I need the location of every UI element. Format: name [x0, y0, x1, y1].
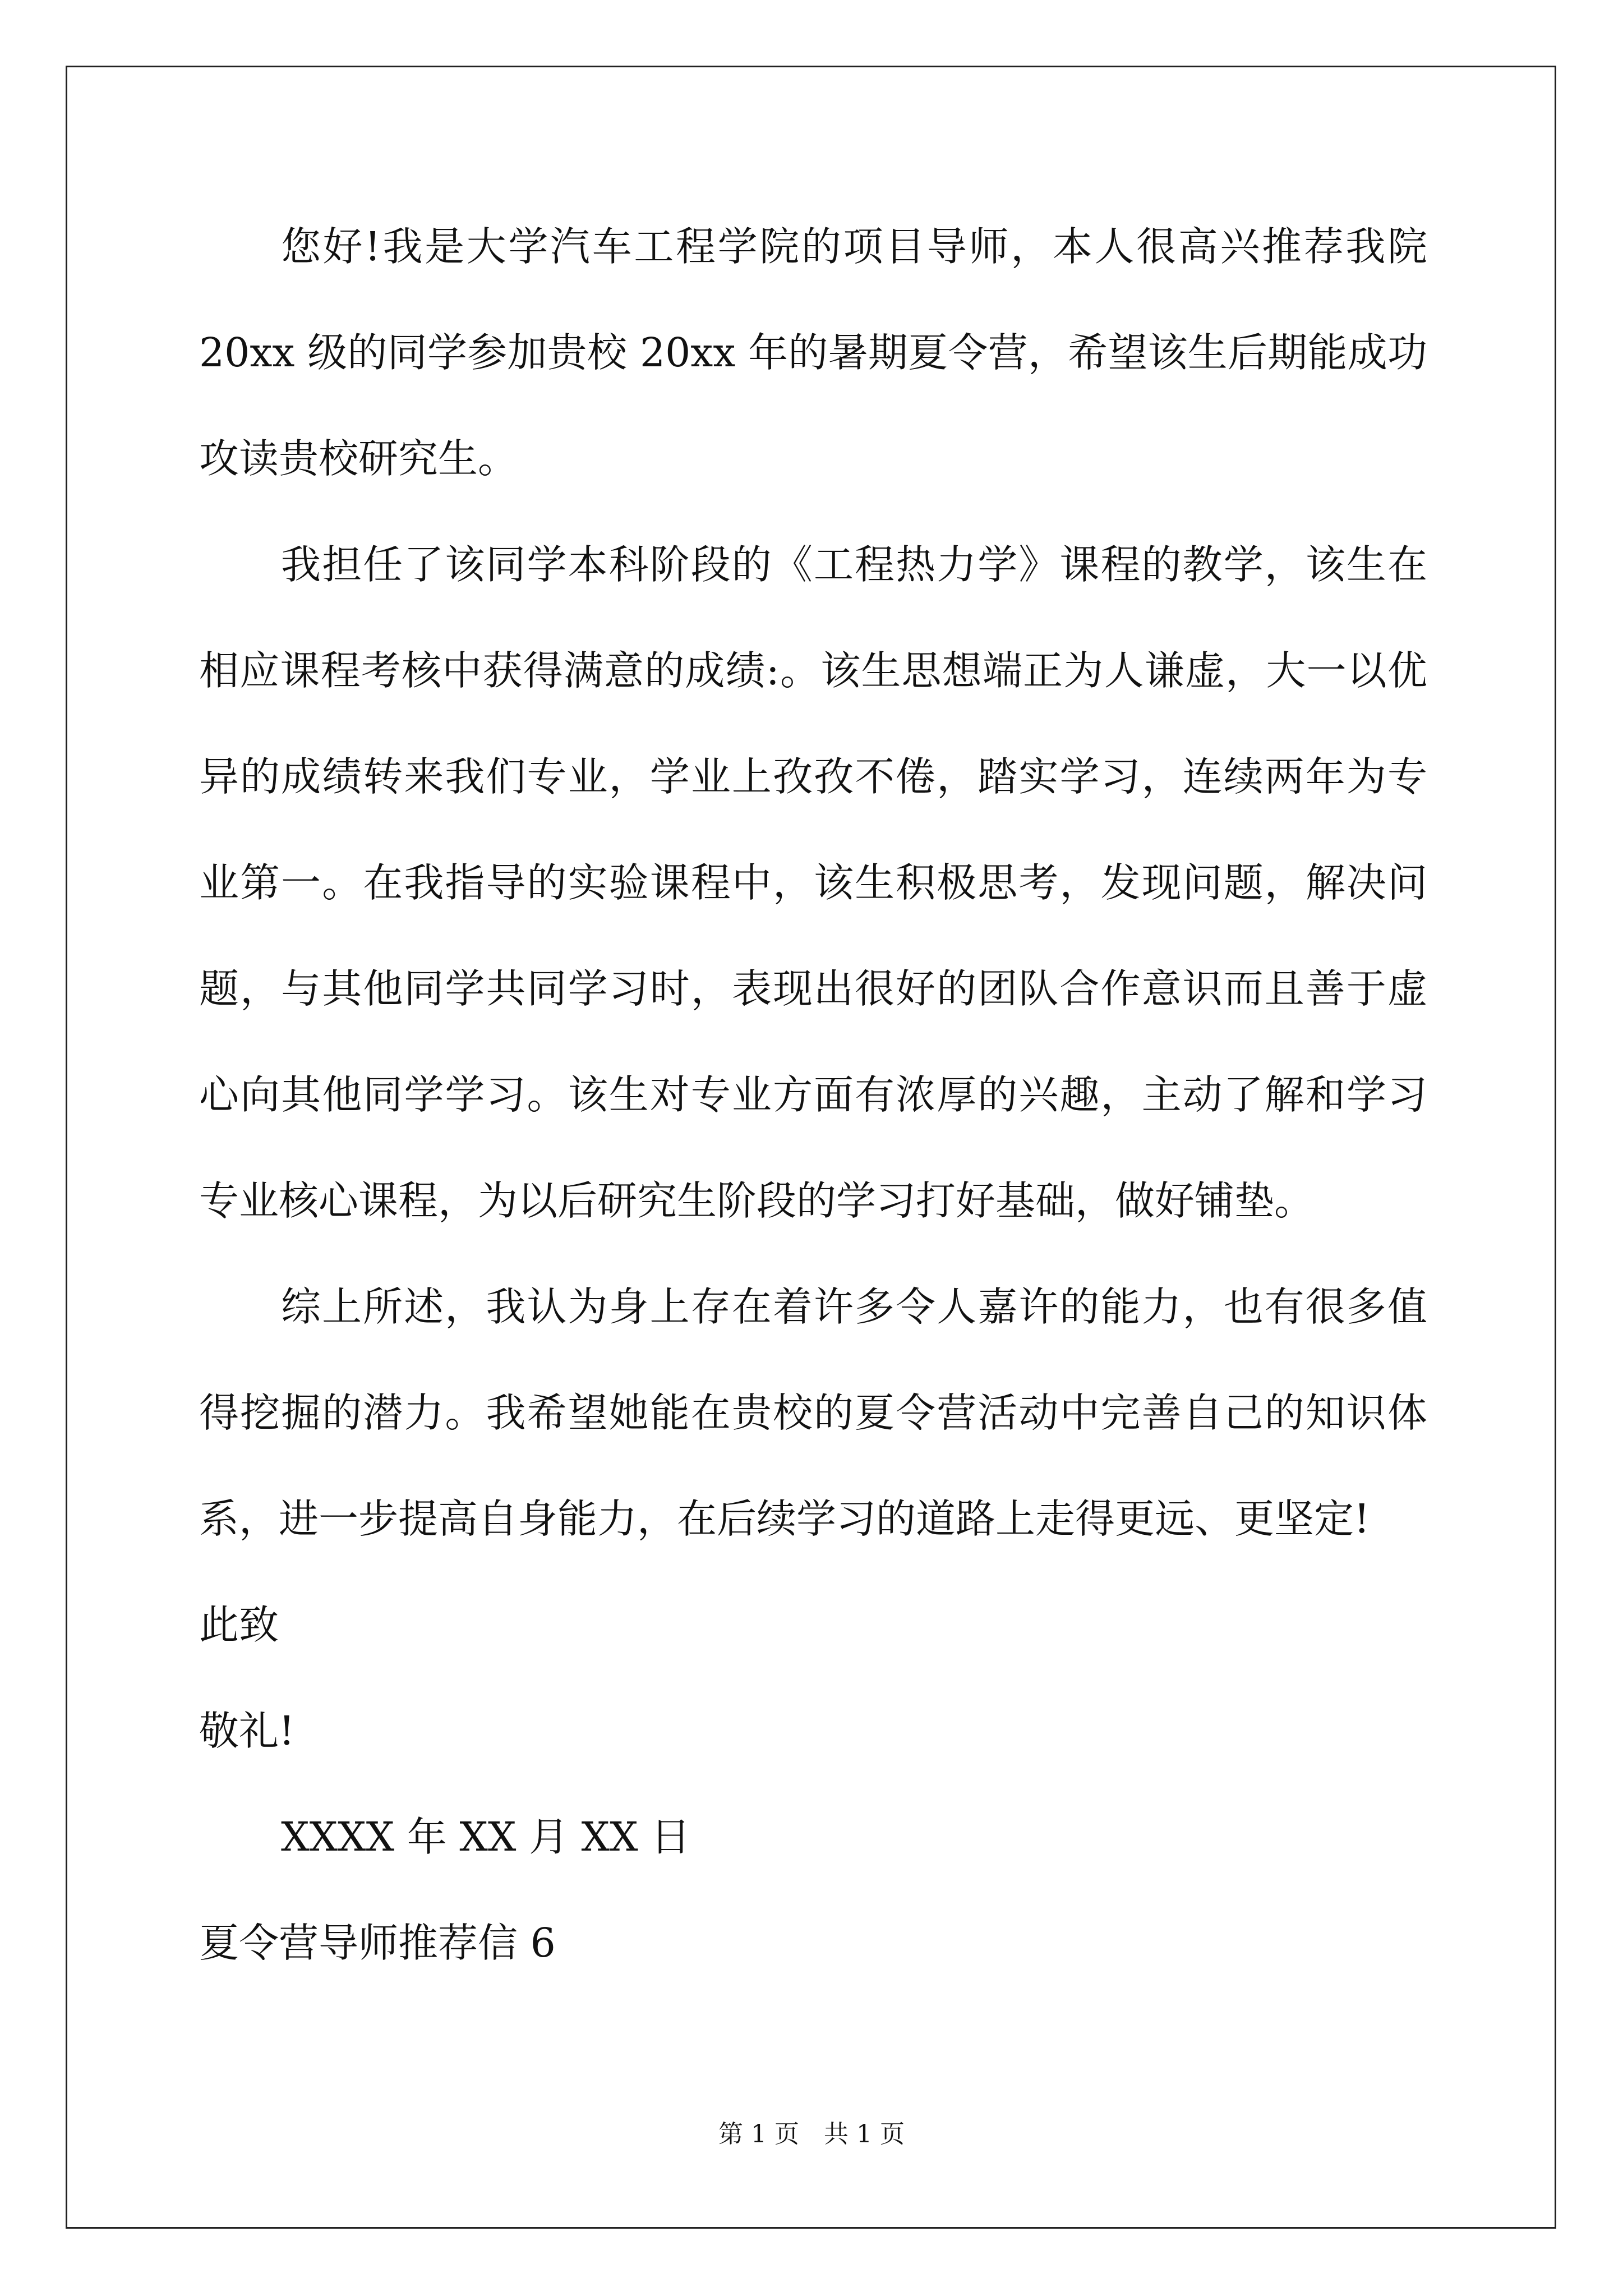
next-section-title: 夏令营导师推荐信 6: [199, 1920, 556, 1966]
closing-salutation: 此致: [199, 1602, 279, 1648]
paragraph-3-line-3: 系，进一步提高自身能力，在后续学习的道路上走得更远、更坚定!: [199, 1496, 1370, 1542]
paragraph-3-line-2: 得挖掘的潜力。我希望她能在贵校的夏令营活动中完善自己的知识体: [199, 1389, 1427, 1436]
paragraph-2-line-3: 异的成绩转来我们专业，学业上孜孜不倦，踏实学习，连续两年为专: [199, 753, 1427, 800]
paragraph-1-line-2: 20xx 级的同学参加贵校 20xx 年的暑期夏令营，希望该生后期能成功: [199, 329, 1427, 376]
paragraph-2-line-4: 业第一。在我指导的实验课程中，该生积极思考，发现问题，解决问: [199, 859, 1427, 906]
paragraph-2-line-5: 题，与其他同学共同学习时，表现出很好的团队合作意识而且善于虚: [199, 965, 1427, 1012]
page-border: [66, 66, 1556, 2229]
paragraph-2-line-6: 心向其他同学学习。该生对专业方面有浓厚的兴趣，主动了解和学习: [199, 1071, 1427, 1118]
paragraph-1-line-3: 攻读贵校研究生。: [199, 435, 518, 482]
paragraph-2-line-2: 相应课程考核中获得满意的成绩:。该生思想端正为人谦虚，大一以优: [199, 647, 1427, 694]
paragraph-1-line-1: 您好!我是大学汽车工程学院的项目导师，本人很高兴推荐我院: [281, 223, 1427, 270]
paragraph-2-line-7: 专业核心课程，为以后研究生阶段的学习打好基础，做好铺垫。: [199, 1177, 1315, 1224]
paragraph-2-line-1: 我担任了该同学本科阶段的《工程热力学》课程的教学，该生在: [281, 541, 1427, 588]
closing-respect: 敬礼!: [199, 1708, 295, 1754]
date-line: XXXX 年 XX 月 XX 日: [281, 1814, 691, 1860]
page-number-footer: 第 1 页 共 1 页: [718, 2120, 905, 2148]
paragraph-3-line-1: 综上所述，我认为身上存在着许多令人嘉许的能力，也有很多值: [281, 1283, 1427, 1330]
